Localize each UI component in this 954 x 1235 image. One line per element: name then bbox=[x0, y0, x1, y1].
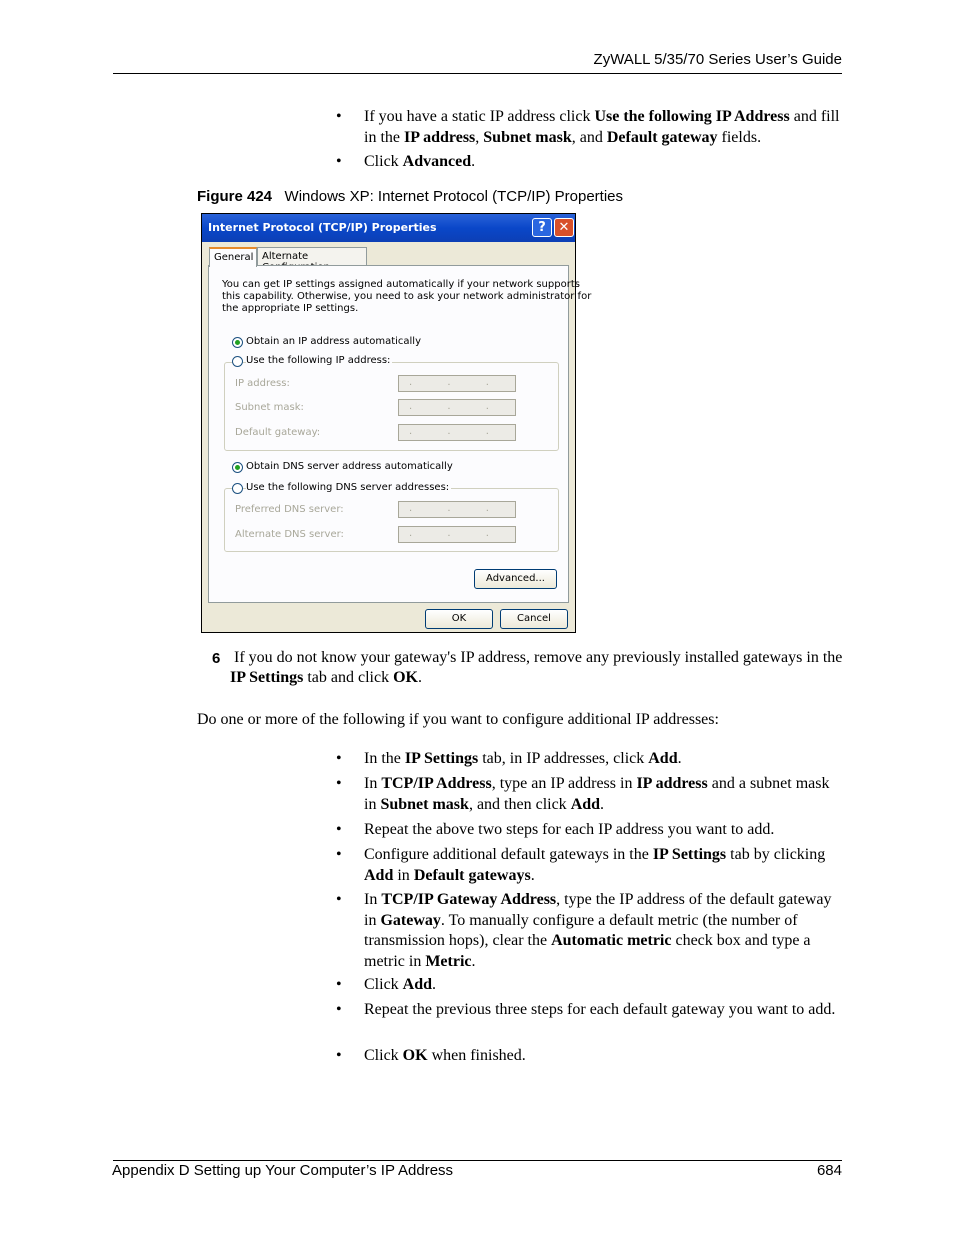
bullet-glyph: • bbox=[336, 821, 342, 838]
preferred-dns-field[interactable]: . . . bbox=[398, 501, 516, 518]
intro-bullet-static-ip: If you have a static IP address click Use the following IP Address and fill in the IP address, Subnet mask, and Default gateway fields. bbox=[364, 108, 840, 146]
bullet-glyph: • bbox=[336, 108, 342, 125]
description-line: the appropriate IP settings. bbox=[222, 303, 359, 314]
subnet-mask-field[interactable]: . . . bbox=[398, 399, 516, 416]
dialog-title: Internet Protocol (TCP/IP) Properties bbox=[208, 221, 437, 234]
radio-dns-manual-label: Use the following DNS server addresses: bbox=[246, 482, 450, 493]
ip-address-label: IP address: bbox=[235, 378, 290, 389]
radio-dns-auto[interactable] bbox=[232, 462, 243, 473]
bullet-glyph: • bbox=[336, 750, 342, 767]
radio-dns-manual[interactable] bbox=[232, 483, 243, 494]
figure-caption: Figure 424 Windows XP: Internet Protocol (TCP/IP) Properties bbox=[197, 188, 623, 205]
cancel-button[interactable]: Cancel bbox=[500, 609, 568, 629]
list-item: Configure additional default gateways in the IP Settings tab by clicking Add in Default gateways. bbox=[364, 846, 826, 884]
list-item: Click OK when finished. bbox=[364, 1047, 526, 1064]
subnet-mask-label: Subnet mask: bbox=[235, 402, 304, 413]
bullet-glyph: • bbox=[336, 846, 342, 863]
tcpip-properties-dialog bbox=[201, 213, 592, 633]
preferred-dns-label: Preferred DNS server: bbox=[235, 504, 344, 515]
bullet-glyph: • bbox=[336, 153, 342, 170]
tab-general[interactable]: General bbox=[209, 247, 257, 267]
radio-ip-auto-label: Obtain an IP address automatically bbox=[246, 336, 422, 347]
list-item: Click Add. bbox=[364, 976, 437, 993]
bullet-glyph: • bbox=[336, 891, 342, 908]
radio-ip-auto[interactable] bbox=[232, 337, 243, 348]
list-item: Repeat the previous three steps for each default gateway you want to add. bbox=[364, 1001, 836, 1018]
body-paragraph: Do one or more of the following if you want to configure additional IP addresses: bbox=[197, 711, 719, 728]
alternate-dns-field[interactable]: . . . bbox=[398, 526, 516, 543]
bullet-glyph: • bbox=[336, 976, 342, 993]
description-line: this capability. Otherwise, you need to ask your network administrator for bbox=[222, 291, 592, 302]
list-item: In the IP Settings tab, in IP addresses, click Add. bbox=[364, 750, 682, 767]
tab-alternate-configuration[interactable]: Alternate bbox=[257, 247, 367, 266]
header-title: ZyWALL 5/35/70 Series User’s Guide bbox=[593, 51, 842, 68]
close-icon[interactable]: ✕ bbox=[554, 218, 574, 237]
alternate-dns-label: Alternate DNS server: bbox=[235, 529, 344, 540]
default-gateway-label: Default gateway: bbox=[235, 427, 321, 438]
list-item: Repeat the above two steps for each IP address you want to add. bbox=[364, 821, 775, 838]
general-panel bbox=[208, 265, 592, 603]
help-icon[interactable]: ? bbox=[532, 218, 552, 237]
dialog-titlebar bbox=[202, 214, 575, 242]
bullet-glyph: • bbox=[336, 1001, 342, 1018]
advanced-button[interactable]: Advanced... bbox=[474, 569, 557, 589]
footer-section-title: Appendix D Setting up Your Computer’s IP Address bbox=[112, 1162, 454, 1179]
bullet-glyph: • bbox=[336, 1047, 342, 1064]
page-number: 684 bbox=[816, 1162, 842, 1179]
header-rule bbox=[113, 73, 842, 74]
default-gateway-field[interactable]: . . . bbox=[398, 424, 516, 441]
ok-button[interactable]: OK bbox=[425, 609, 493, 629]
bullet-glyph: • bbox=[336, 775, 342, 792]
radio-ip-manual-label: Use the following IP address: bbox=[246, 355, 391, 366]
step-number: 6 bbox=[212, 650, 221, 667]
radio-ip-manual[interactable] bbox=[232, 356, 243, 367]
intro-bullet-advanced: Click Advanced. bbox=[364, 153, 476, 170]
ip-address-field[interactable]: . . . bbox=[398, 375, 516, 392]
step-6-text: If you do not know your gateway's IP address, remove any previously installed gateways in the IP Settings tab and click OK. bbox=[230, 649, 843, 686]
description-line: You can get IP settings assigned automatically if your network supports bbox=[222, 279, 580, 290]
footer-rule bbox=[113, 1160, 842, 1161]
list-item: In TCP/IP Gateway Address, type the IP address of the default gateway in Gateway. To manually configure a default metric (the number of transmission hops), clear the Automatic metric check box and type a metric in Metric. bbox=[364, 891, 832, 970]
list-item: In TCP/IP Address, type an IP address in IP address and a subnet mask in Subnet mask, and then click Add. bbox=[364, 775, 830, 813]
radio-dns-auto-label: Obtain DNS server address automatically bbox=[246, 461, 453, 472]
